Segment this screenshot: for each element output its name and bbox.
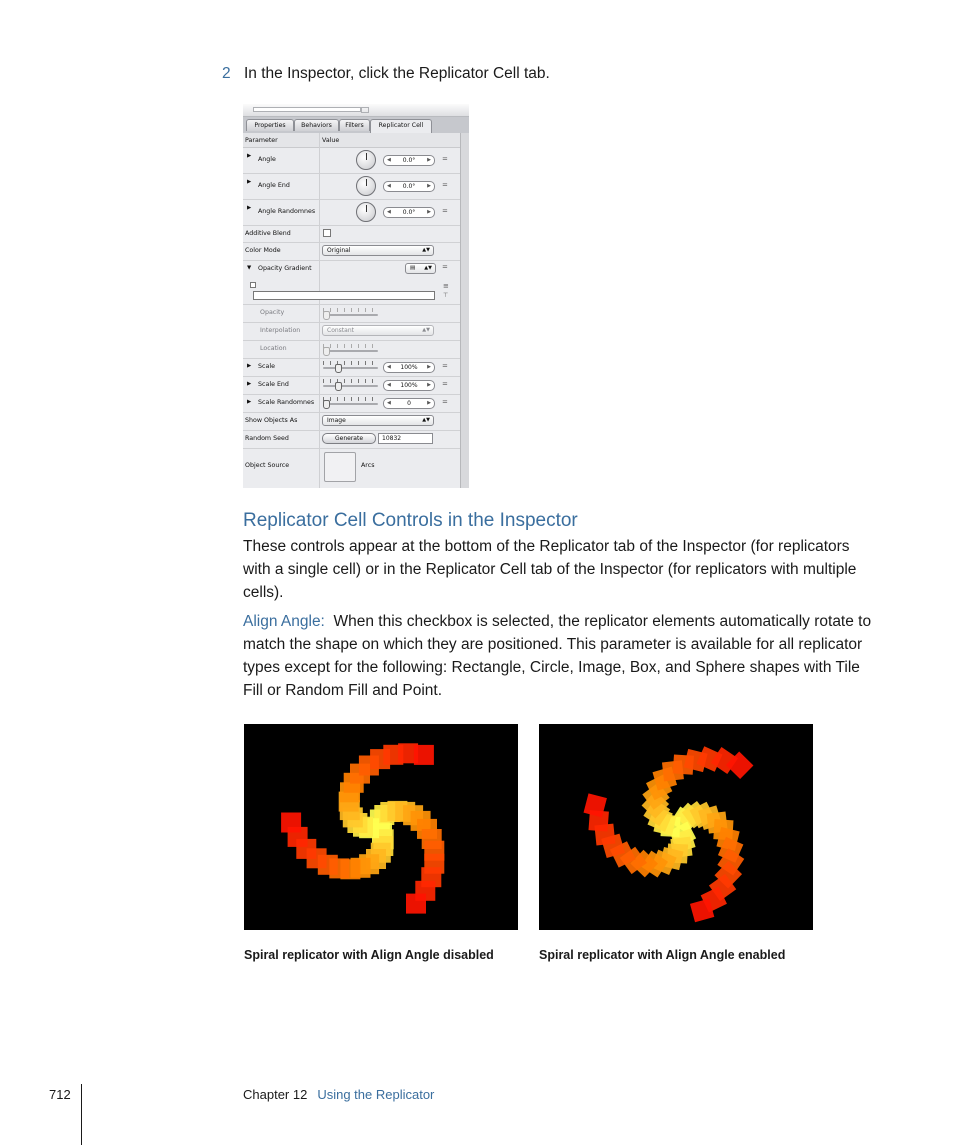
column-value: Value	[322, 137, 340, 144]
disclosure-triangle-icon[interactable]: ▶	[247, 381, 252, 387]
column-header	[243, 133, 461, 148]
row-angle	[243, 147, 460, 174]
row-opacity-gradient	[243, 260, 460, 305]
step-number: 2	[222, 65, 231, 82]
interpolation-label: Interpolation	[260, 327, 301, 334]
color-mode-label: Color Mode	[245, 247, 281, 254]
align-angle-paragraph	[243, 610, 877, 702]
angle-randomness-value-field[interactable]: ◀ 0.0° ▶	[383, 207, 435, 218]
opacity-label: Opacity	[260, 309, 285, 316]
replicator-cell	[281, 813, 301, 833]
gradient-preset-popup[interactable]: ▤ ▲▼	[405, 263, 436, 274]
animation-menu-icon[interactable]: =	[442, 398, 448, 406]
align-angle-term: Align Angle:	[243, 613, 325, 630]
row-angle-randomness	[243, 199, 460, 226]
random-seed-label: Random Seed	[245, 435, 289, 442]
disclosure-triangle-icon[interactable]: ▶	[247, 179, 252, 185]
row-scale	[243, 358, 460, 377]
spiral-image-enabled	[539, 724, 813, 930]
animation-menu-icon[interactable]: =	[442, 263, 448, 271]
chapter-name: Using the Replicator	[317, 1087, 435, 1102]
generate-button[interactable]: Generate	[322, 433, 376, 444]
tab-properties[interactable]: Properties	[246, 119, 294, 131]
inspector-scrollbar[interactable]	[460, 133, 469, 488]
scale-randomness-label: Scale Randomnes	[258, 399, 315, 406]
animation-menu-icon[interactable]: =	[442, 155, 448, 163]
inspector-top-strip	[243, 104, 469, 117]
scale-randomness-value-field[interactable]: ◀ 0 ▶	[383, 398, 435, 409]
gradient-menu-icon[interactable]: ≡	[443, 282, 449, 290]
scale-end-value-field[interactable]: ◀ 100% ▶	[383, 380, 435, 391]
gradient-edit-icon[interactable]: ⊤	[443, 292, 449, 299]
color-mode-popup[interactable]: Original ▲▼	[322, 245, 434, 256]
interpolation-popup[interactable]: Constant ▲▼	[322, 325, 434, 336]
scale-end-label: Scale End	[258, 381, 289, 388]
gradient-tag-icon[interactable]	[250, 282, 256, 288]
scale-value-field[interactable]: ◀ 100% ▶	[383, 362, 435, 373]
angle-end-label: Angle End	[258, 182, 290, 189]
gradient-bar[interactable]	[253, 291, 435, 300]
caption-align-enabled: Spiral replicator with Align Angle enabled	[539, 948, 786, 962]
tab-behaviors[interactable]: Behaviors	[294, 119, 339, 131]
spiral-image-disabled	[244, 724, 518, 930]
angle-label: Angle	[258, 156, 276, 163]
page-number: 712	[49, 1087, 71, 1102]
align-angle-text: When this checkbox is selected, the replicator elements automatically rotate to match the shape on which they are positioned. This parameter is available for all replicator types except for the following: Rectangle, Circle, Image, Box, and Sphere shapes with Tile Fill or Random Fill and Point.	[243, 613, 872, 699]
figure-align-enabled	[539, 724, 813, 930]
opacity-gradient-label: Opacity Gradient	[258, 265, 312, 272]
angle-randomness-label: Angle Randomnes	[258, 208, 316, 215]
disclosure-triangle-icon[interactable]: ▶	[247, 363, 252, 369]
column-parameter: Parameter	[245, 137, 278, 144]
row-show-objects-as	[243, 412, 460, 431]
angle-randomness-dial[interactable]	[356, 202, 376, 222]
caption-align-disabled: Spiral replicator with Align Angle disabled	[244, 948, 494, 962]
row-scale-end	[243, 376, 460, 395]
location-slider[interactable]	[323, 344, 378, 354]
scale-slider[interactable]	[323, 361, 378, 371]
replicator-cell	[414, 745, 434, 765]
additive-blend-label: Additive Blend	[245, 230, 291, 237]
animation-menu-icon[interactable]: =	[442, 181, 448, 189]
angle-dial[interactable]	[356, 150, 376, 170]
chapter-number: Chapter 12	[243, 1087, 308, 1102]
show-objects-as-popup[interactable]: Image ▲▼	[322, 415, 434, 426]
row-location	[243, 340, 460, 359]
row-additive-blend	[243, 225, 460, 243]
chapter-footer	[243, 1087, 434, 1102]
show-objects-as-label: Show Objects As	[245, 417, 298, 424]
additive-blend-checkbox[interactable]	[323, 229, 331, 237]
animation-menu-icon[interactable]: =	[442, 207, 448, 215]
inspector-tab-bar	[243, 117, 469, 133]
scale-randomness-slider[interactable]	[323, 397, 378, 407]
disclosure-open-icon[interactable]: ▼	[247, 265, 252, 271]
row-angle-end	[243, 173, 460, 200]
disclosure-triangle-icon[interactable]: ▶	[247, 205, 252, 211]
footer-rule	[81, 1084, 82, 1145]
disclosure-triangle-icon[interactable]: ▶	[247, 153, 252, 159]
animation-menu-icon[interactable]: =	[442, 380, 448, 388]
angle-end-value-field[interactable]: ◀ 0.0° ▶	[383, 181, 435, 192]
angle-end-dial[interactable]	[356, 176, 376, 196]
random-seed-field[interactable]: 10832	[378, 433, 433, 444]
object-source-well[interactable]	[324, 452, 356, 482]
row-color-mode	[243, 242, 460, 261]
disclosure-triangle-icon[interactable]: ▶	[247, 399, 252, 405]
object-source-name: Arcs	[361, 462, 375, 469]
inspector-panel	[243, 104, 469, 488]
angle-value-field[interactable]: ◀ 0.0° ▶	[383, 155, 435, 166]
object-source-label: Object Source	[245, 462, 290, 469]
tab-replicator-cell[interactable]: Replicator Cell	[370, 119, 432, 133]
row-random-seed	[243, 430, 460, 449]
scale-label: Scale	[258, 363, 275, 370]
row-opacity	[243, 304, 460, 323]
opacity-slider[interactable]	[323, 308, 378, 318]
row-object-source	[243, 448, 460, 488]
scale-end-slider[interactable]	[323, 379, 378, 389]
section-heading: Replicator Cell Controls in the Inspector	[243, 510, 578, 531]
tab-filters[interactable]: Filters	[339, 119, 370, 131]
step-text: In the Inspector, click the Replicator Cell tab.	[244, 65, 550, 82]
figure-align-disabled	[244, 724, 518, 930]
animation-menu-icon[interactable]: =	[442, 362, 448, 370]
row-interpolation	[243, 322, 460, 341]
replicator-cell	[406, 894, 426, 914]
step-instruction	[222, 64, 550, 84]
intro-paragraph: These controls appear at the bottom of the Replicator tab of the Inspector (for replicators with a single cell) or in the Replicator Cell tab of the Inspector (for replicators with multiple cells).	[243, 538, 857, 601]
location-label: Location	[260, 345, 287, 352]
row-scale-randomness	[243, 394, 460, 413]
